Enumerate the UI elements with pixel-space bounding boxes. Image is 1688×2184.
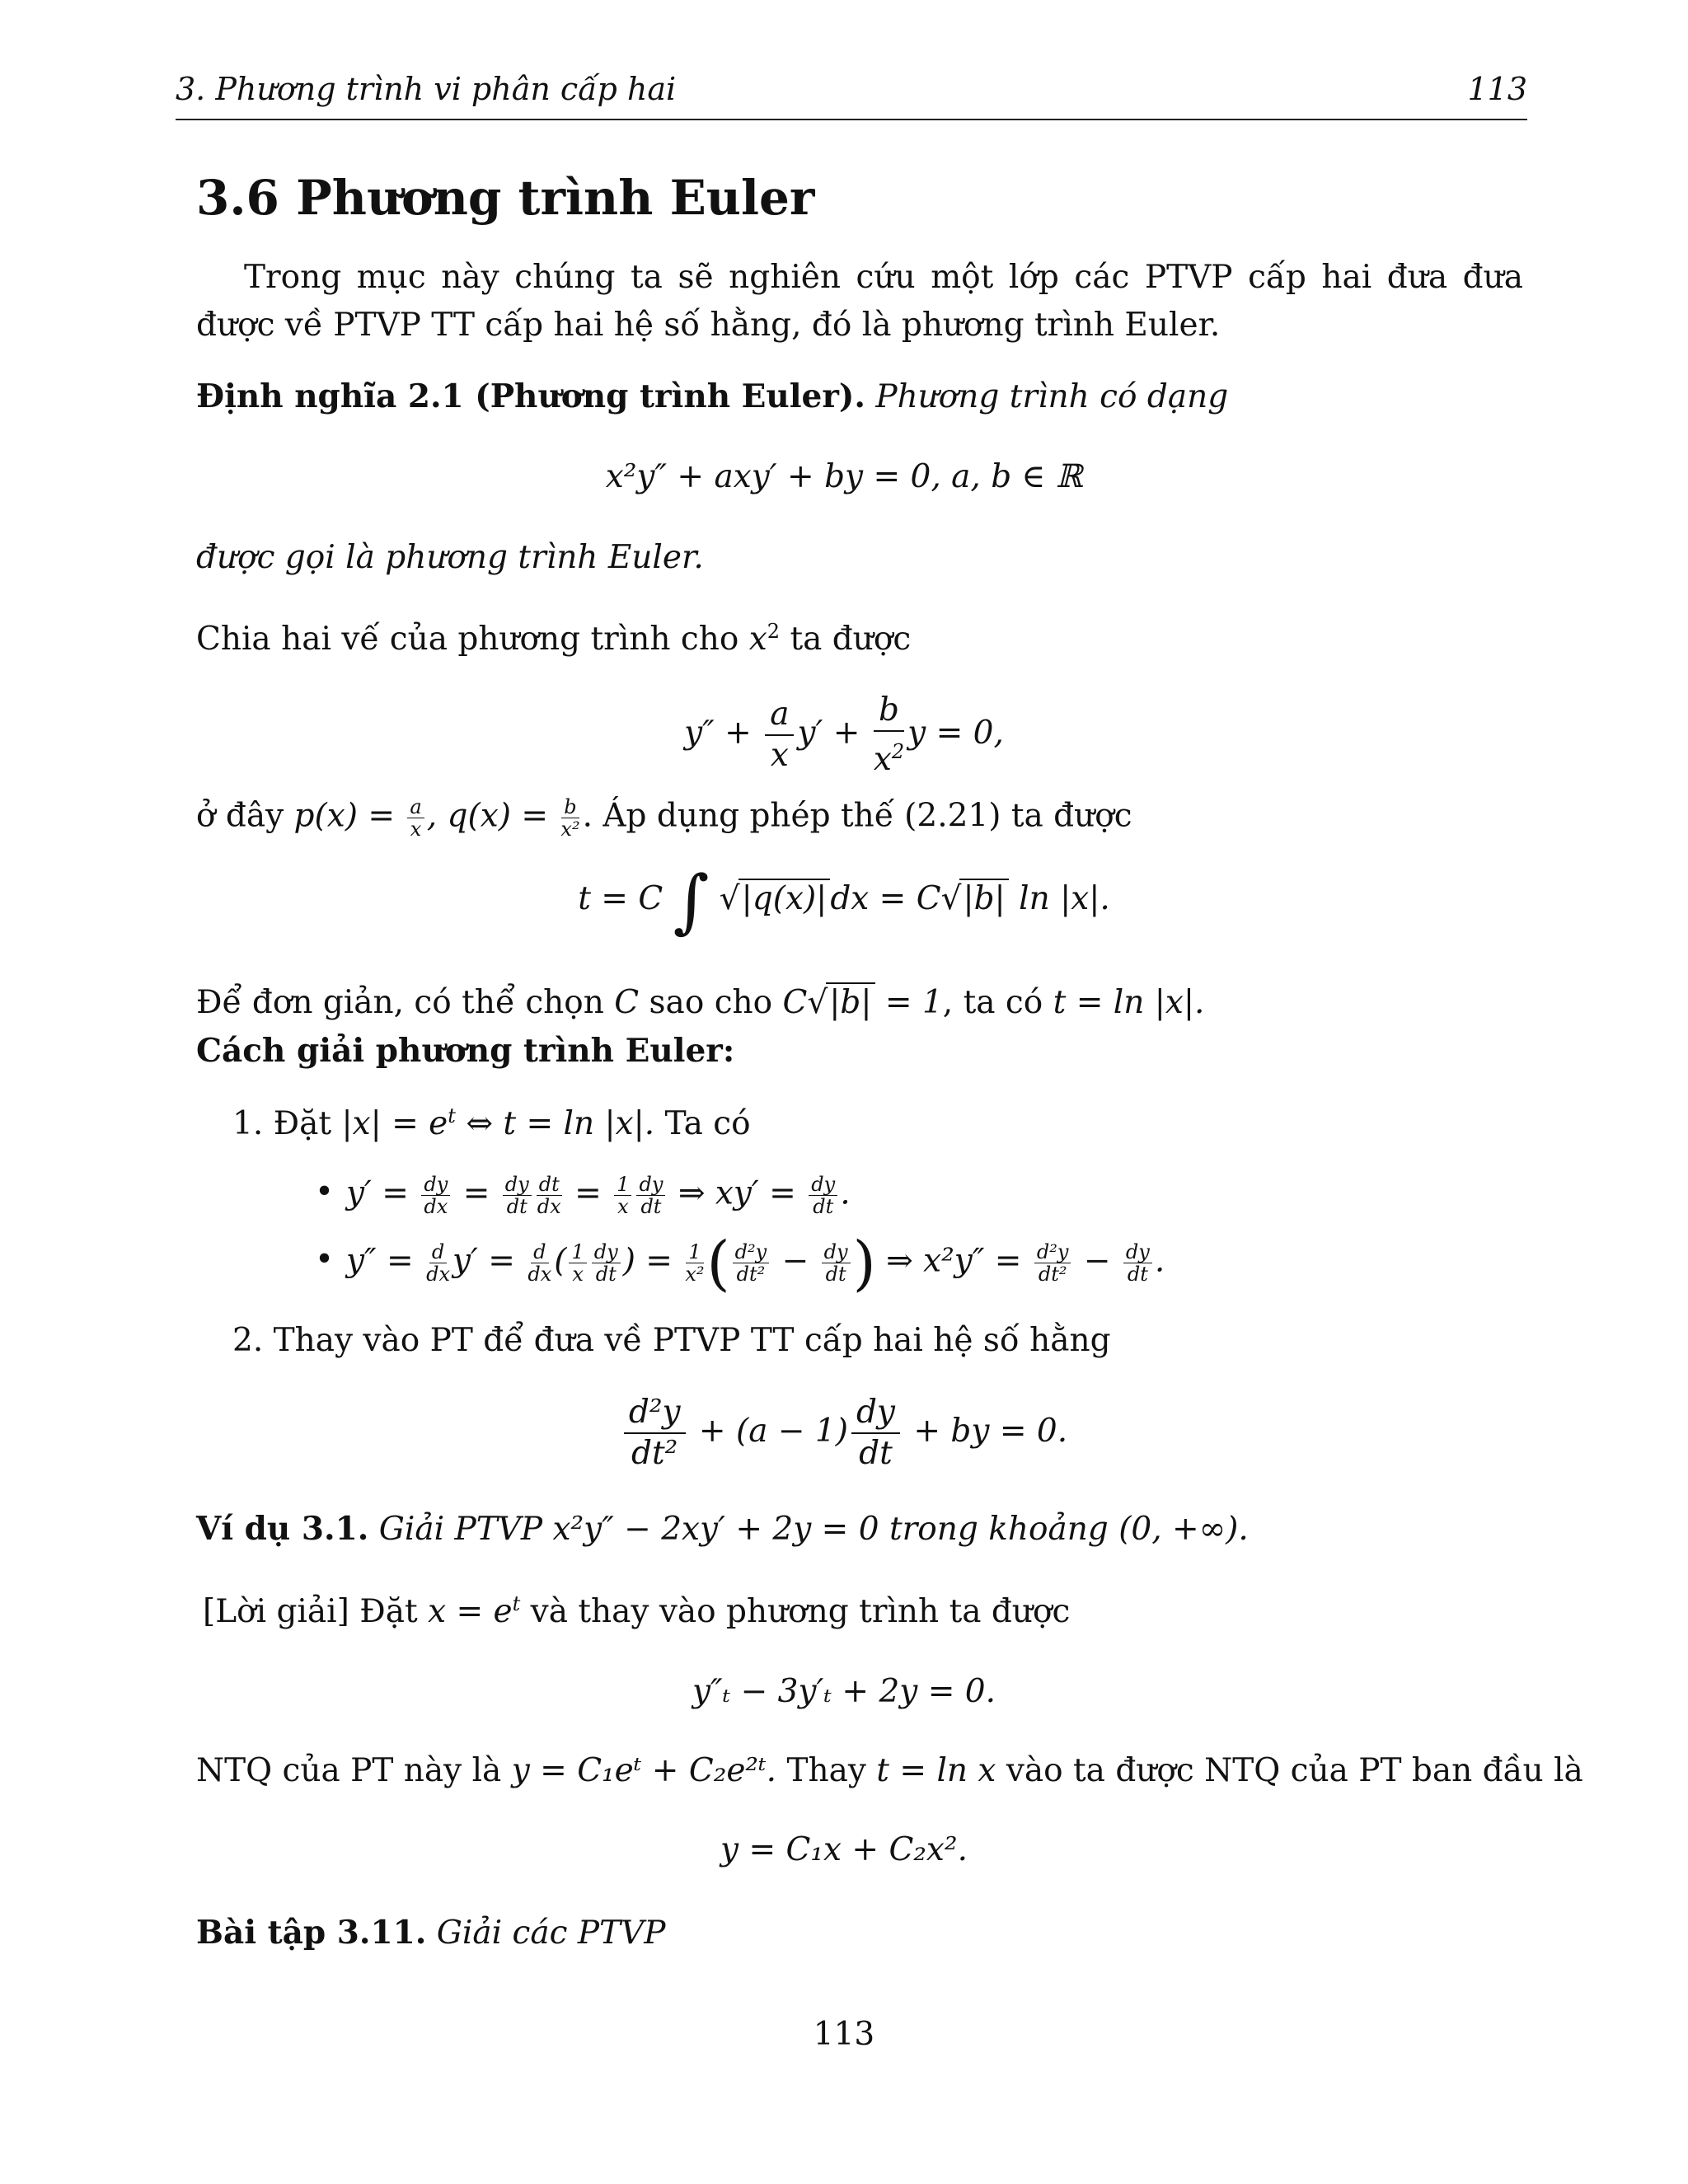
here-sentence: ở đây p(x) = $\frac{a}{x}$ , q(x) = $\frac{b}{\text{x²}}$ . Áp dụng phép thế (2.21) ta được [196, 795, 1132, 841]
method-title: Cách giải phương trình Euler: [196, 1032, 735, 1070]
intro-paragraph: Trong mục này chúng ta sẽ nghiên cứu một lớp các PTVP cấp hai đưa đưa được về PTVP TT cấp hai hệ số hằng, đó là phương trình Euler. [196, 259, 1523, 344]
running-header [176, 71, 1527, 120]
divide-sentence: Chia hai vế của phương trình cho $x^2$ ta được [196, 620, 912, 658]
footer-page-number: 113 [813, 2016, 875, 2053]
frac-b-over-x2: $\frac{b}{x^2}$ [873, 691, 905, 778]
definition-end: được gọi là phương trình Euler. [196, 539, 704, 576]
euler-equation: x²y″ + axy′ + by = 0, a, b ∈ ℝ [605, 458, 1083, 495]
step-1: 1. Đặt $|x| = e^t$ ⇔ t = ln |x|. Ta có [232, 1104, 751, 1142]
sqrt-icon: √ [719, 880, 740, 917]
solution-sentence: [Lời giải] Đặt $x = e^t$ và thay vào phương trình ta được [203, 1592, 1071, 1630]
integral-sign-icon: ∫ [673, 860, 710, 941]
simplify-sentence: Để đơn giản, có thể chọn C sao cho C√|b| = 1, ta có t = ln |x|. [196, 984, 1205, 1021]
section-title: 3.6 Phương trình Euler [196, 170, 815, 226]
t-equation: t = C ∫ √|q(x)| dx = C√|b| ln |x|. [578, 860, 1110, 941]
general-solution-sentence: NTQ của PT này là y = C₁eᵗ + C₂e²ᵗ. Thay t = ln x vào ta được NTQ của PT ban đầu là [196, 1752, 1583, 1789]
definition-text: Phương trình có dạng [875, 378, 1229, 415]
divide-var: x [748, 621, 767, 658]
eq2-tail: y = 0, [907, 715, 1004, 752]
definition-label: Định nghĩa 2.1 (Phương trình Euler). [196, 377, 865, 415]
example-3-1: Ví dụ 3.1. Giải PTVP x²y″ − 2xy′ + 2y = 0 trong khoảng (0, +∞). [196, 1510, 1249, 1548]
definition [196, 377, 1228, 415]
normalized-equation [0, 691, 1688, 780]
bullet-first-derivative: • y′ = $\frac{dy}{dx}$ = $\frac{dy}{dt}$ $\frac{dt}{dx}$ = $\frac{1}{x}$ $\frac{dy}{dt}$ ⇒ xy′ = $\frac{dy}{dt}$ . [315, 1173, 851, 1218]
divide-suffix: ta được [790, 621, 912, 658]
chapter-title: 3. Phương trình vi phân cấp hai [176, 71, 677, 107]
final-solution: y = C₁x + C₂x². [720, 1831, 968, 1868]
substituted-equation: y″ₜ − 3y′ₜ + 2y = 0. [692, 1673, 996, 1710]
frac-a-over-x: $\frac{a}{x}$ [765, 695, 794, 776]
constant-coeff-equation: $\frac{\text{d²y}}{\text{dt²}}$ + (a − 1) $\frac{dy}{dt}$ + by = 0. [0, 1393, 1688, 1474]
eq2-y2: y″ + [684, 715, 752, 752]
bullet-second-derivative: • y″ = $\frac{d}{dx}$ y′ = $\frac{d}{dx}$ ( $\frac{1}{x}$ $\frac{dy}{dt}$ ) = $\frac{1}{\text{x²}}$ ( $\frac{\text{d²y}}{\text{dt²}}$ − $\frac{dy}{dt}$ ) ⇒ x²y″ = $\frac{\text{d²y}}{\text{dt²}}$ − $\frac{dy}{dt}$ . [315, 1228, 1165, 1298]
step-2: 2. Thay vào PT để đưa về PTVP TT cấp hai hệ số hằng [232, 1322, 1111, 1359]
header-rule [176, 119, 1527, 120]
divide-prefix: Chia hai vế của phương trình cho [196, 621, 739, 658]
header-page-number: 113 [1467, 71, 1527, 107]
bullet-icon: • [315, 1241, 335, 1278]
eq2-y1: y′ + [797, 715, 860, 752]
bullet-icon: • [315, 1174, 335, 1211]
exercise-3-11: Bài tập 3.11. Giải các PTVP [196, 1914, 666, 1952]
